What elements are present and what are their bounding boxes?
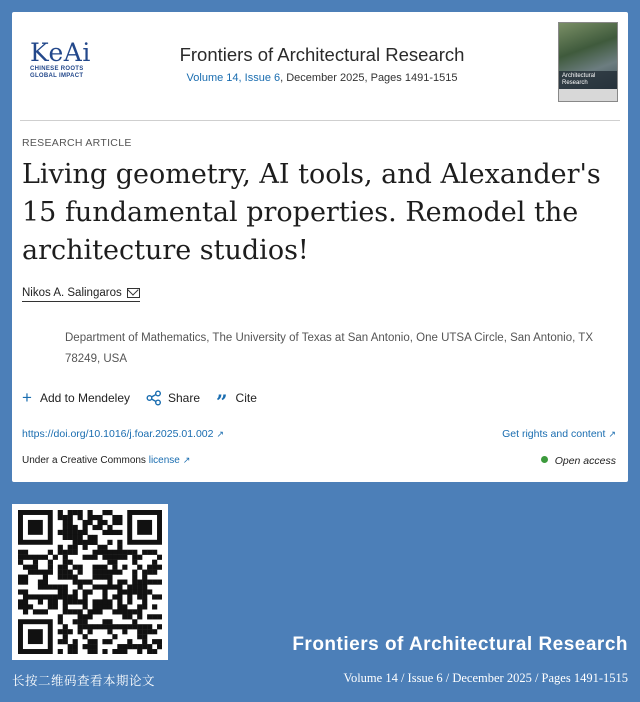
affiliation: Department of Mathematics, The University of Texas at San Antonio, One UTSA Circle, San Antonio, TX 78249, USA	[65, 332, 593, 365]
external-link-icon: ↗	[608, 429, 616, 439]
author-link[interactable]	[22, 287, 140, 302]
cover-text: Architectural Research	[562, 73, 596, 86]
author-name: Nikos A. Salingaros	[22, 287, 122, 299]
article-actions	[22, 388, 273, 414]
open-access-dot-icon	[541, 456, 548, 463]
open-access-label: Open access	[554, 455, 616, 467]
external-link-icon: ↗	[216, 429, 225, 439]
license-prefix: Under a Creative Commons	[22, 455, 149, 466]
qr-code[interactable]	[12, 504, 168, 660]
logo-text: KeAi	[30, 38, 91, 67]
keai-logo[interactable]	[30, 40, 91, 80]
footer-journal-title: Frontiers of Architectural Research	[292, 634, 628, 655]
share-button[interactable]	[146, 390, 200, 406]
footer-meta: Volume 14 / Issue 6 / December 2025 / Pages 1491-1515	[343, 671, 628, 685]
rights-link[interactable]	[502, 428, 616, 440]
cite-label: Cite	[235, 391, 257, 405]
mail-icon[interactable]	[127, 288, 140, 298]
article-type: RESEARCH ARTICLE	[22, 137, 132, 149]
header-divider	[20, 120, 620, 121]
logo-tagline-2: GLOBAL IMPACT	[30, 73, 84, 79]
cite-button[interactable]	[216, 390, 257, 414]
journal-meta	[152, 72, 492, 84]
doi-link[interactable]	[22, 428, 224, 440]
license-link-text: license	[148, 455, 180, 466]
journal-cover-image[interactable]	[558, 22, 618, 102]
article-title: Living geometry, AI tools, and Alexander's 15 fundamental properties. Remodel the architecture studios!	[22, 159, 601, 266]
quote-icon: ”	[216, 390, 228, 414]
rights-text: Get rights and content	[502, 428, 606, 440]
share-label: Share	[168, 391, 201, 405]
plus-icon: +	[22, 388, 32, 407]
date-pages: , December 2025, Pages 1491-1515	[280, 72, 458, 84]
license-link[interactable]	[149, 455, 191, 466]
license-row	[22, 455, 190, 466]
qr-caption: 长按二维码查看本期论文	[12, 673, 156, 688]
journal-title[interactable]: Frontiers of Architectural Research	[179, 44, 465, 65]
volume-issue-link[interactable]: Volume 14, Issue 6	[186, 72, 281, 84]
logo-tagline-1: CHINESE ROOTS	[30, 66, 84, 72]
article-card	[12, 12, 628, 482]
mendeley-label: Add to Mendeley	[39, 391, 130, 405]
share-icon	[146, 390, 162, 406]
doi-text: https://doi.org/10.1016/j.foar.2025.01.002	[22, 428, 214, 440]
external-link-icon: ↗	[182, 455, 191, 465]
add-to-mendeley-button[interactable]	[22, 388, 130, 407]
qr-code-image	[18, 510, 162, 654]
open-access-badge	[541, 455, 616, 467]
